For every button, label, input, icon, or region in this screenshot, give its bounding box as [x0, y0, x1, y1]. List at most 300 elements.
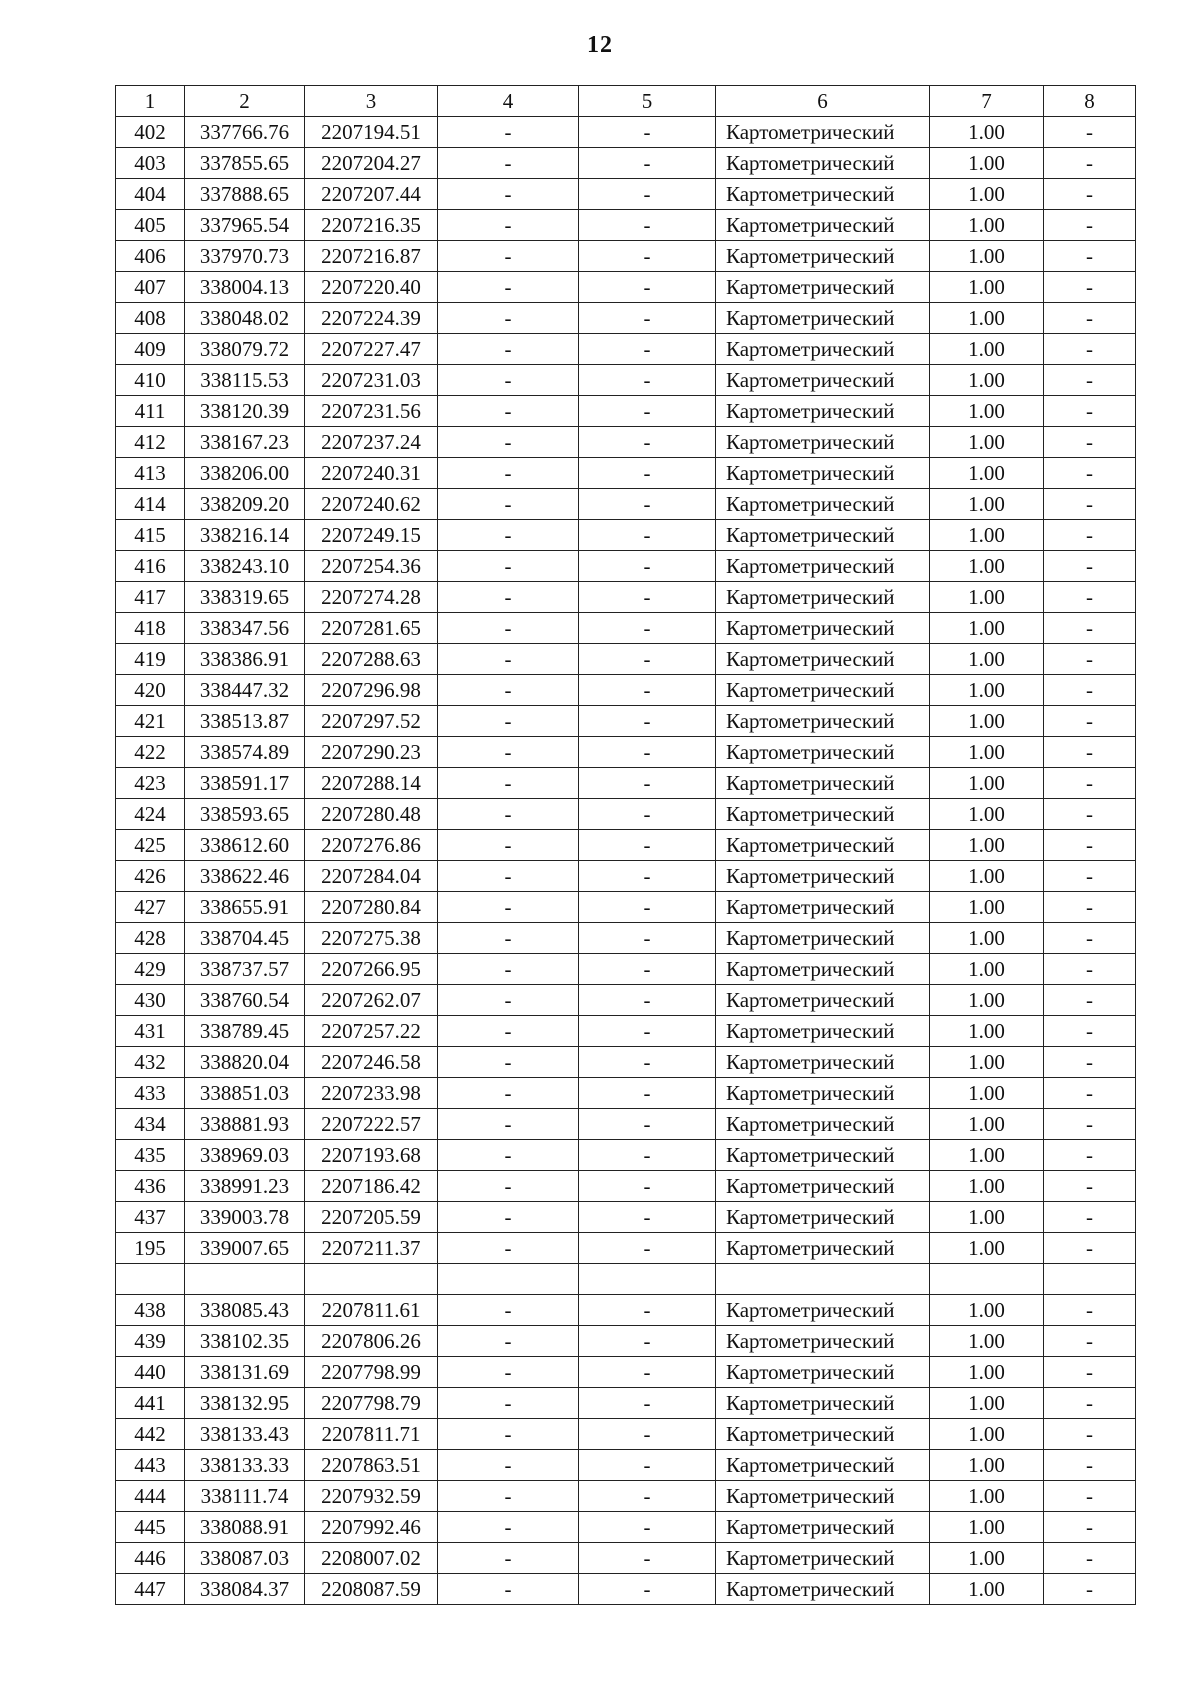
table-cell: 2207231.03 — [305, 365, 438, 396]
table-cell: 1.00 — [930, 334, 1044, 365]
table-cell: 425 — [116, 830, 185, 861]
table-cell: 1.00 — [930, 427, 1044, 458]
table-cell: 2207240.31 — [305, 458, 438, 489]
table-cell: - — [438, 892, 579, 923]
table-cell: - — [579, 644, 716, 675]
table-row — [116, 396, 1136, 427]
table-cell: - — [579, 1450, 716, 1481]
table-cell: 1.00 — [930, 148, 1044, 179]
table-cell: - — [438, 117, 579, 148]
table-cell: 2207231.56 — [305, 396, 438, 427]
table-cell: 427 — [116, 892, 185, 923]
page-number: 12 — [587, 32, 613, 58]
table-cell: - — [438, 427, 579, 458]
table-row — [116, 582, 1136, 613]
table-cell: 338591.17 — [185, 768, 305, 799]
table-cell: 439 — [116, 1326, 185, 1357]
table-cell: - — [579, 799, 716, 830]
table-header-row — [116, 86, 1136, 117]
table-cell: 338386.91 — [185, 644, 305, 675]
table-cell: - — [1044, 768, 1136, 799]
table-cell: 2207240.62 — [305, 489, 438, 520]
table-cell: Картометрический — [716, 210, 930, 241]
table-cell: 434 — [116, 1109, 185, 1140]
table-cell: - — [1044, 1233, 1136, 1264]
table-cell: - — [1044, 1202, 1136, 1233]
table-row — [116, 1512, 1136, 1543]
table-cell: - — [438, 861, 579, 892]
table-cell: Картометрический — [716, 303, 930, 334]
column-header: 7 — [930, 86, 1044, 117]
table-cell: 438 — [116, 1295, 185, 1326]
table-cell: Картометрический — [716, 954, 930, 985]
table-cell: - — [438, 1109, 579, 1140]
table-cell: 1.00 — [930, 582, 1044, 613]
table-row — [116, 1047, 1136, 1078]
table-cell: - — [579, 272, 716, 303]
table-cell: 2207207.44 — [305, 179, 438, 210]
table-cell: 1.00 — [930, 1388, 1044, 1419]
table-cell: - — [1044, 923, 1136, 954]
table-cell: 1.00 — [930, 458, 1044, 489]
table-cell: Картометрический — [716, 1140, 930, 1171]
column-header: 3 — [305, 86, 438, 117]
table-cell: - — [1044, 1481, 1136, 1512]
table-cell: 337855.65 — [185, 148, 305, 179]
table-cell: - — [438, 396, 579, 427]
table-row — [116, 303, 1136, 334]
table-cell: 1.00 — [930, 799, 1044, 830]
table-cell: 2207266.95 — [305, 954, 438, 985]
table-cell: - — [438, 1047, 579, 1078]
table-cell: - — [1044, 1140, 1136, 1171]
table-cell: 2207798.99 — [305, 1357, 438, 1388]
table-row — [116, 1326, 1136, 1357]
table-cell: 1.00 — [930, 1295, 1044, 1326]
table-row — [116, 613, 1136, 644]
table-cell: - — [1044, 799, 1136, 830]
table-cell: 1.00 — [930, 1512, 1044, 1543]
table-cell: 1.00 — [930, 613, 1044, 644]
table-row — [116, 830, 1136, 861]
table-cell: 2207290.23 — [305, 737, 438, 768]
table-cell: - — [1044, 1419, 1136, 1450]
column-header: 5 — [579, 86, 716, 117]
table-row — [116, 551, 1136, 582]
table-cell — [116, 1264, 185, 1295]
table-cell — [438, 1264, 579, 1295]
table-cell: - — [1044, 1326, 1136, 1357]
table-cell: 2207811.71 — [305, 1419, 438, 1450]
table-cell: Картометрический — [716, 334, 930, 365]
table-cell: - — [1044, 706, 1136, 737]
table-cell: - — [579, 1078, 716, 1109]
table-cell: 337970.73 — [185, 241, 305, 272]
table-cell: 338820.04 — [185, 1047, 305, 1078]
table-cell: 421 — [116, 706, 185, 737]
table-cell: Картометрический — [716, 1109, 930, 1140]
table-cell: - — [438, 1419, 579, 1450]
table-row — [116, 1388, 1136, 1419]
table-cell: 2207274.28 — [305, 582, 438, 613]
table-cell — [579, 1264, 716, 1295]
table-cell: 2207249.15 — [305, 520, 438, 551]
table-cell: Картометрический — [716, 613, 930, 644]
table-cell: 338243.10 — [185, 551, 305, 582]
table-cell: - — [438, 520, 579, 551]
table-cell: - — [438, 1450, 579, 1481]
table-row — [116, 644, 1136, 675]
table-cell: 2207296.98 — [305, 675, 438, 706]
table-cell: 1.00 — [930, 706, 1044, 737]
table-cell: - — [438, 272, 579, 303]
table-row — [116, 1357, 1136, 1388]
table-cell: - — [1044, 458, 1136, 489]
table-cell: 338612.60 — [185, 830, 305, 861]
table-cell: 410 — [116, 365, 185, 396]
table-cell: - — [579, 1543, 716, 1574]
table-cell: - — [1044, 892, 1136, 923]
table-cell: - — [1044, 861, 1136, 892]
table-row — [116, 954, 1136, 985]
table-cell: 2207863.51 — [305, 1450, 438, 1481]
table-cell: 2207254.36 — [305, 551, 438, 582]
table-cell: 1.00 — [930, 1078, 1044, 1109]
table-cell: - — [579, 1574, 716, 1605]
table-cell: - — [579, 768, 716, 799]
table-cell: - — [1044, 675, 1136, 706]
table-cell: 403 — [116, 148, 185, 179]
table-cell: 338133.43 — [185, 1419, 305, 1450]
table-cell: - — [1044, 1512, 1136, 1543]
table-cell: 423 — [116, 768, 185, 799]
table-cell: 338120.39 — [185, 396, 305, 427]
table-cell: Картометрический — [716, 551, 930, 582]
table-cell: - — [1044, 737, 1136, 768]
table-cell: - — [438, 1512, 579, 1543]
table-row — [116, 1419, 1136, 1450]
table-row — [116, 117, 1136, 148]
table-cell: - — [438, 985, 579, 1016]
table-cell: - — [579, 1016, 716, 1047]
table-cell: 338115.53 — [185, 365, 305, 396]
table-cell: 1.00 — [930, 1016, 1044, 1047]
table-cell: - — [579, 1419, 716, 1450]
table-cell: 417 — [116, 582, 185, 613]
table-cell: Картометрический — [716, 582, 930, 613]
table-cell: - — [1044, 1357, 1136, 1388]
table-cell: 1.00 — [930, 1140, 1044, 1171]
table-cell: - — [438, 1140, 579, 1171]
table-row — [116, 210, 1136, 241]
table-cell: 419 — [116, 644, 185, 675]
table-cell: 1.00 — [930, 861, 1044, 892]
table-cell: 338111.74 — [185, 1481, 305, 1512]
table-cell: - — [1044, 1078, 1136, 1109]
table-cell: - — [579, 737, 716, 768]
table-cell: 411 — [116, 396, 185, 427]
table-cell: - — [1044, 489, 1136, 520]
column-header: 6 — [716, 86, 930, 117]
table-cell: 338133.33 — [185, 1450, 305, 1481]
table-row — [116, 489, 1136, 520]
table-row — [116, 737, 1136, 768]
table-cell: 338167.23 — [185, 427, 305, 458]
table-cell: - — [438, 582, 579, 613]
table-cell: 447 — [116, 1574, 185, 1605]
table-cell: - — [1044, 1016, 1136, 1047]
table-cell: - — [579, 551, 716, 582]
table-cell: - — [1044, 830, 1136, 861]
table-cell: - — [579, 1171, 716, 1202]
table-cell: 338102.35 — [185, 1326, 305, 1357]
table-cell: 2207798.79 — [305, 1388, 438, 1419]
table-cell: - — [1044, 179, 1136, 210]
table-cell: 1.00 — [930, 303, 1044, 334]
table-cell: - — [1044, 210, 1136, 241]
table-cell: 440 — [116, 1357, 185, 1388]
table-cell: - — [579, 1140, 716, 1171]
table-body — [116, 117, 1136, 1605]
table-cell: 441 — [116, 1388, 185, 1419]
table-cell: - — [579, 396, 716, 427]
table-cell: 338513.87 — [185, 706, 305, 737]
table-cell: - — [1044, 427, 1136, 458]
table-cell: 1.00 — [930, 520, 1044, 551]
table-cell: 2207806.26 — [305, 1326, 438, 1357]
table-cell: 1.00 — [930, 892, 1044, 923]
table-cell — [305, 1264, 438, 1295]
table-cell: - — [1044, 1388, 1136, 1419]
table-cell: 445 — [116, 1512, 185, 1543]
table-cell: - — [438, 1388, 579, 1419]
table-cell: Картометрический — [716, 1016, 930, 1047]
table-cell: - — [1044, 644, 1136, 675]
table-cell: - — [438, 1295, 579, 1326]
table-cell: - — [579, 830, 716, 861]
table-cell: - — [438, 1202, 579, 1233]
table-cell: 2207992.46 — [305, 1512, 438, 1543]
table-cell: - — [1044, 148, 1136, 179]
table-cell: - — [1044, 1047, 1136, 1078]
table-cell: 429 — [116, 954, 185, 985]
table-row — [116, 1078, 1136, 1109]
table-cell: 2207194.51 — [305, 117, 438, 148]
table-cell: - — [1044, 396, 1136, 427]
table-cell: 1.00 — [930, 1481, 1044, 1512]
table-cell: 414 — [116, 489, 185, 520]
table-cell: 437 — [116, 1202, 185, 1233]
table-cell: 1.00 — [930, 551, 1044, 582]
table-cell: 446 — [116, 1543, 185, 1574]
table-cell: 338851.03 — [185, 1078, 305, 1109]
table-cell: 338079.72 — [185, 334, 305, 365]
table-cell: 195 — [116, 1233, 185, 1264]
table-cell: - — [579, 1326, 716, 1357]
table-cell: - — [579, 613, 716, 644]
table-row — [116, 892, 1136, 923]
table-cell: - — [438, 830, 579, 861]
table-cell: 416 — [116, 551, 185, 582]
table-cell: 2207284.04 — [305, 861, 438, 892]
table-cell: 2207216.87 — [305, 241, 438, 272]
table-cell: - — [579, 427, 716, 458]
table-cell: - — [438, 1171, 579, 1202]
table-cell: 1.00 — [930, 1233, 1044, 1264]
table-cell: - — [438, 1543, 579, 1574]
table-cell: 338004.13 — [185, 272, 305, 303]
table-cell: - — [579, 241, 716, 272]
table-cell: - — [579, 334, 716, 365]
table-cell: 1.00 — [930, 1543, 1044, 1574]
table-cell: 2207227.47 — [305, 334, 438, 365]
table-cell: - — [579, 1388, 716, 1419]
table-cell: 338319.65 — [185, 582, 305, 613]
table-cell: 338209.20 — [185, 489, 305, 520]
table-cell: 406 — [116, 241, 185, 272]
table-cell: - — [579, 303, 716, 334]
table-cell: - — [1044, 1171, 1136, 1202]
table-cell: Картометрический — [716, 1419, 930, 1450]
table-cell: Картометрический — [716, 117, 930, 148]
table-cell: Картометрический — [716, 737, 930, 768]
table-cell: - — [579, 489, 716, 520]
table-row — [116, 1016, 1136, 1047]
table-cell: - — [579, 1357, 716, 1388]
table-row — [116, 1543, 1136, 1574]
table-cell: 2207280.84 — [305, 892, 438, 923]
table-cell: Картометрический — [716, 179, 930, 210]
table-cell: 415 — [116, 520, 185, 551]
table-cell: 2207297.52 — [305, 706, 438, 737]
table-cell: 1.00 — [930, 1357, 1044, 1388]
table-cell: - — [579, 1233, 716, 1264]
table-cell: - — [438, 241, 579, 272]
table-cell: Картометрический — [716, 396, 930, 427]
table-cell: - — [1044, 303, 1136, 334]
table-cell: 435 — [116, 1140, 185, 1171]
table-row — [116, 179, 1136, 210]
table-row — [116, 272, 1136, 303]
table-cell: 2207275.38 — [305, 923, 438, 954]
table-cell: - — [1044, 1109, 1136, 1140]
table-cell: 338704.45 — [185, 923, 305, 954]
table-cell: - — [438, 551, 579, 582]
table-cell: - — [438, 613, 579, 644]
table-row — [116, 768, 1136, 799]
table-cell: Картометрический — [716, 1450, 930, 1481]
table-cell: - — [438, 303, 579, 334]
table-cell: 1.00 — [930, 210, 1044, 241]
table-cell: 2207222.57 — [305, 1109, 438, 1140]
table-cell: - — [579, 365, 716, 396]
table-cell: Картометрический — [716, 241, 930, 272]
table-cell: 442 — [116, 1419, 185, 1450]
table-cell: - — [1044, 520, 1136, 551]
column-header: 1 — [116, 86, 185, 117]
table-cell: - — [1044, 272, 1136, 303]
table-row — [116, 1295, 1136, 1326]
table-cell: 436 — [116, 1171, 185, 1202]
table-row — [116, 365, 1136, 396]
table-row — [116, 334, 1136, 365]
table-cell — [1044, 1264, 1136, 1295]
table-cell: - — [1044, 1543, 1136, 1574]
table-cell: - — [579, 861, 716, 892]
table-cell: 2207233.98 — [305, 1078, 438, 1109]
table-cell: 428 — [116, 923, 185, 954]
table-cell: - — [438, 148, 579, 179]
table-cell: 2207280.48 — [305, 799, 438, 830]
table-cell: 337888.65 — [185, 179, 305, 210]
table-cell: 1.00 — [930, 241, 1044, 272]
table-cell: - — [579, 675, 716, 706]
table-cell: Картометрический — [716, 489, 930, 520]
table-cell: - — [1044, 954, 1136, 985]
table-cell: - — [579, 706, 716, 737]
table-cell: - — [438, 1481, 579, 1512]
table-cell: 338789.45 — [185, 1016, 305, 1047]
table-row — [116, 427, 1136, 458]
table-cell: Картометрический — [716, 1078, 930, 1109]
table-row — [116, 1109, 1136, 1140]
table-cell: 2207211.37 — [305, 1233, 438, 1264]
table-cell: 426 — [116, 861, 185, 892]
table-cell: 1.00 — [930, 1574, 1044, 1605]
table-cell: Картометрический — [716, 365, 930, 396]
table-cell: - — [438, 1574, 579, 1605]
table-cell: 338088.91 — [185, 1512, 305, 1543]
table-cell: Картометрический — [716, 830, 930, 861]
table-cell: - — [438, 737, 579, 768]
table-cell: - — [1044, 1574, 1136, 1605]
table-cell: 2207193.68 — [305, 1140, 438, 1171]
table-row — [116, 520, 1136, 551]
table-cell: - — [438, 1016, 579, 1047]
table-cell: - — [579, 520, 716, 551]
table-cell: 412 — [116, 427, 185, 458]
table-cell: - — [579, 179, 716, 210]
table-cell: - — [438, 334, 579, 365]
table-cell: - — [579, 954, 716, 985]
table-cell: 338991.23 — [185, 1171, 305, 1202]
table-cell: Картометрический — [716, 1512, 930, 1543]
table-cell: Картометрический — [716, 148, 930, 179]
table-cell: 2207216.35 — [305, 210, 438, 241]
table-cell: Картометрический — [716, 272, 930, 303]
table-cell: Картометрический — [716, 892, 930, 923]
table-cell: 2207276.86 — [305, 830, 438, 861]
table-cell: 2207288.14 — [305, 768, 438, 799]
table-cell: 2207288.63 — [305, 644, 438, 675]
table-cell: 2207257.22 — [305, 1016, 438, 1047]
table-cell: - — [1044, 1295, 1136, 1326]
table-cell: - — [579, 210, 716, 241]
table-cell: 1.00 — [930, 396, 1044, 427]
table-cell: - — [438, 768, 579, 799]
table-cell: Картометрический — [716, 799, 930, 830]
table-cell: 404 — [116, 179, 185, 210]
table-cell: - — [579, 892, 716, 923]
column-header: 8 — [1044, 86, 1136, 117]
table-cell: - — [579, 1109, 716, 1140]
table-cell: 338087.03 — [185, 1543, 305, 1574]
table-cell: Картометрический — [716, 644, 930, 675]
table-cell: Картометрический — [716, 1202, 930, 1233]
table-row — [116, 1140, 1136, 1171]
table-cell: 2207281.65 — [305, 613, 438, 644]
table-cell: 2207811.61 — [305, 1295, 438, 1326]
